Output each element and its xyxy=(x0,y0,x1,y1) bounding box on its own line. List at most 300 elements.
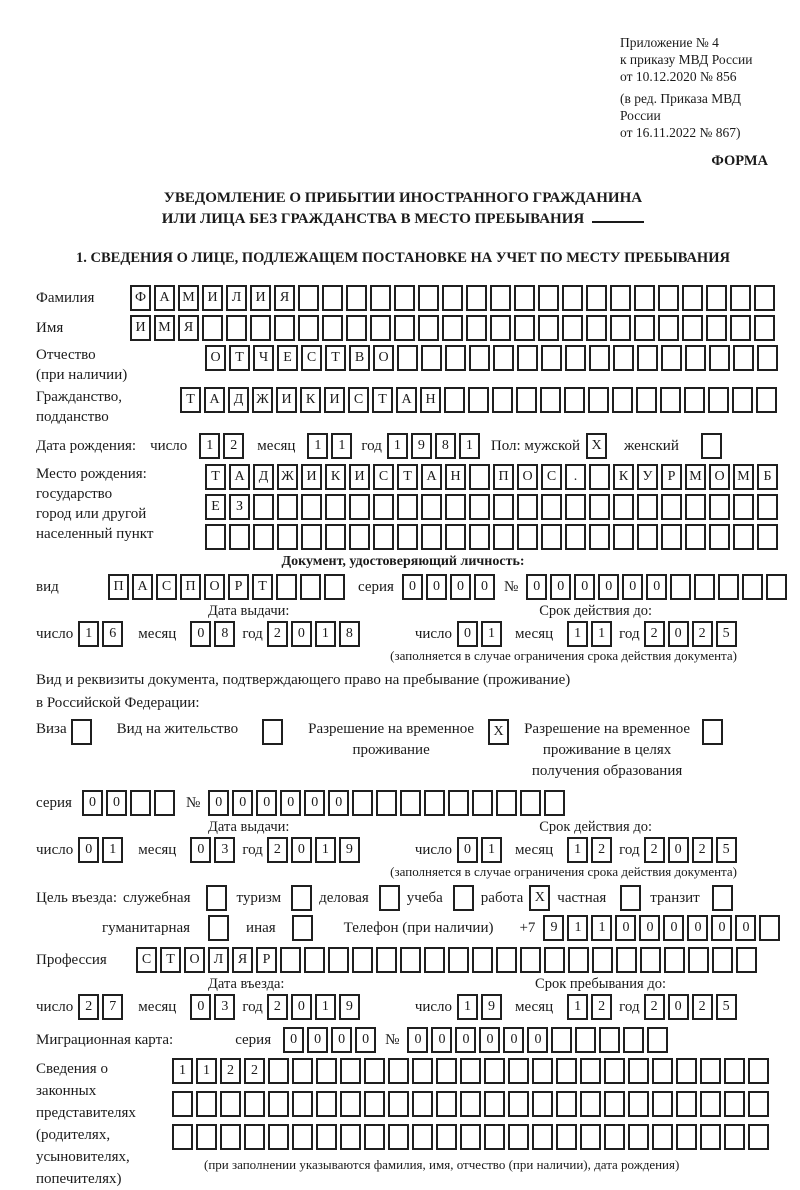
phone-digit-cell[interactable]: 0 xyxy=(615,915,636,941)
birthplace-cell[interactable] xyxy=(589,524,610,550)
iddoc-kind-cell[interactable]: Р xyxy=(228,574,249,600)
profession-cell[interactable] xyxy=(304,947,325,973)
citizenship-cell[interactable] xyxy=(564,387,585,413)
representative-cell[interactable] xyxy=(220,1124,241,1150)
surname-cell[interactable] xyxy=(298,285,319,311)
iddoc-series-cell[interactable]: 0 xyxy=(426,574,447,600)
residence-issue-year-cell[interactable]: 9 xyxy=(339,837,360,863)
birthplace-cell[interactable] xyxy=(301,524,322,550)
temp-permit-checkbox[interactable]: X xyxy=(488,719,509,745)
citizenship-cell[interactable]: К xyxy=(300,387,321,413)
citizenship-cell[interactable] xyxy=(588,387,609,413)
representative-cell[interactable] xyxy=(364,1091,385,1117)
firstname-cell[interactable] xyxy=(226,315,247,341)
birthplace-cell[interactable] xyxy=(709,494,730,520)
migration-number-cell[interactable] xyxy=(623,1027,644,1053)
iddoc-kind-cell[interactable]: П xyxy=(108,574,129,600)
citizenship-cell[interactable] xyxy=(540,387,561,413)
migration-series-cell[interactable]: 0 xyxy=(355,1027,376,1053)
patronymic-cell[interactable] xyxy=(541,345,562,371)
entry-year-cell[interactable]: 1 xyxy=(315,994,336,1020)
representative-cell[interactable] xyxy=(172,1091,193,1117)
birthplace-cell[interactable]: Т xyxy=(397,464,418,490)
phone-digit-cell[interactable]: 0 xyxy=(735,915,756,941)
birthplace-cell[interactable] xyxy=(397,524,418,550)
birthplace-cell[interactable]: А xyxy=(421,464,442,490)
representative-cell[interactable] xyxy=(724,1124,745,1150)
birthplace-cell[interactable] xyxy=(421,494,442,520)
surname-cell[interactable]: И xyxy=(250,285,271,311)
purpose-business-checkbox[interactable] xyxy=(379,885,400,911)
representative-cell[interactable] xyxy=(724,1058,745,1084)
citizenship-cell[interactable] xyxy=(636,387,657,413)
representative-cell[interactable] xyxy=(556,1058,577,1084)
iddoc-issue-year-cell[interactable]: 2 xyxy=(267,621,288,647)
representative-cell[interactable] xyxy=(436,1058,457,1084)
representative-cell[interactable] xyxy=(364,1124,385,1150)
birthplace-cell[interactable] xyxy=(349,524,370,550)
residence-number-cell[interactable]: 0 xyxy=(304,790,325,816)
birth-year-cell[interactable]: 8 xyxy=(435,433,456,459)
surname-cell[interactable] xyxy=(466,285,487,311)
representative-cell[interactable] xyxy=(652,1124,673,1150)
firstname-cell[interactable] xyxy=(562,315,583,341)
representative-cell[interactable] xyxy=(748,1058,769,1084)
birthplace-cell[interactable]: К xyxy=(613,464,634,490)
citizenship-cell[interactable] xyxy=(732,387,753,413)
entry-month-cell[interactable]: 0 xyxy=(190,994,211,1020)
profession-cell[interactable] xyxy=(640,947,661,973)
patronymic-cell[interactable]: Е xyxy=(277,345,298,371)
firstname-cell[interactable] xyxy=(538,315,559,341)
birthplace-cell[interactable] xyxy=(325,494,346,520)
representative-cell[interactable] xyxy=(436,1124,457,1150)
representative-cell[interactable] xyxy=(676,1124,697,1150)
firstname-cell[interactable] xyxy=(634,315,655,341)
representative-cell[interactable] xyxy=(196,1091,217,1117)
migration-number-cell[interactable]: 0 xyxy=(479,1027,500,1053)
phone-digit-cell[interactable]: 0 xyxy=(687,915,708,941)
entry-year-cell[interactable]: 0 xyxy=(291,994,312,1020)
representative-cell[interactable] xyxy=(484,1124,505,1150)
patronymic-cell[interactable]: Т xyxy=(229,345,250,371)
iddoc-kind-cell[interactable]: С xyxy=(156,574,177,600)
representative-cell[interactable] xyxy=(364,1058,385,1084)
iddoc-kind-cell[interactable]: О xyxy=(204,574,225,600)
surname-cell[interactable] xyxy=(634,285,655,311)
representative-cell[interactable]: 1 xyxy=(196,1058,217,1084)
birthplace-cell[interactable] xyxy=(229,524,250,550)
birthplace-cell[interactable] xyxy=(277,524,298,550)
iddoc-number-cell[interactable]: 0 xyxy=(526,574,547,600)
residence-number-cell[interactable] xyxy=(544,790,565,816)
representative-cell[interactable]: 2 xyxy=(244,1058,265,1084)
profession-cell[interactable]: О xyxy=(184,947,205,973)
iddoc-issue-month-cell[interactable]: 8 xyxy=(214,621,235,647)
representative-cell[interactable] xyxy=(412,1124,433,1150)
birthplace-cell[interactable]: П xyxy=(493,464,514,490)
representative-cell[interactable] xyxy=(748,1124,769,1150)
representative-cell[interactable] xyxy=(580,1058,601,1084)
representative-cell[interactable] xyxy=(508,1124,529,1150)
patronymic-cell[interactable] xyxy=(637,345,658,371)
migration-number-cell[interactable]: 0 xyxy=(431,1027,452,1053)
residence-expiry-year-cell[interactable]: 0 xyxy=(668,837,689,863)
birthplace-cell[interactable]: Р xyxy=(661,464,682,490)
representative-cell[interactable] xyxy=(556,1091,577,1117)
birth-year-cell[interactable]: 1 xyxy=(459,433,480,459)
patronymic-cell[interactable] xyxy=(685,345,706,371)
residence-issue-day-cell[interactable]: 1 xyxy=(102,837,123,863)
patronymic-cell[interactable] xyxy=(493,345,514,371)
patronymic-cell[interactable]: С xyxy=(301,345,322,371)
representative-cell[interactable] xyxy=(724,1091,745,1117)
purpose-humanitarian-checkbox[interactable] xyxy=(208,915,229,941)
profession-cell[interactable]: Р xyxy=(256,947,277,973)
residence-number-cell[interactable]: 0 xyxy=(280,790,301,816)
purpose-study-checkbox[interactable] xyxy=(453,885,474,911)
representative-cell[interactable] xyxy=(268,1091,289,1117)
birthplace-cell[interactable] xyxy=(709,524,730,550)
iddoc-kind-cell[interactable] xyxy=(324,574,345,600)
firstname-cell[interactable] xyxy=(658,315,679,341)
representative-cell[interactable] xyxy=(652,1091,673,1117)
birthplace-cell[interactable] xyxy=(277,494,298,520)
profession-cell[interactable] xyxy=(592,947,613,973)
surname-cell[interactable]: Л xyxy=(226,285,247,311)
firstname-cell[interactable] xyxy=(274,315,295,341)
iddoc-kind-cell[interactable]: П xyxy=(180,574,201,600)
residence-series-cell[interactable]: 0 xyxy=(82,790,103,816)
edu-permit-checkbox[interactable] xyxy=(702,719,723,745)
surname-cell[interactable]: Ф xyxy=(130,285,151,311)
citizenship-cell[interactable]: С xyxy=(348,387,369,413)
birthplace-cell[interactable] xyxy=(685,494,706,520)
residence-expiry-month-cell[interactable]: 2 xyxy=(591,837,612,863)
birthplace-cell[interactable]: А xyxy=(229,464,250,490)
phone-digit-cell[interactable]: 0 xyxy=(639,915,660,941)
citizenship-cell[interactable]: Ж xyxy=(252,387,273,413)
residence-expiry-year-cell[interactable]: 2 xyxy=(692,837,713,863)
profession-cell[interactable]: Т xyxy=(160,947,181,973)
firstname-cell[interactable]: Я xyxy=(178,315,199,341)
birthplace-cell[interactable]: Т xyxy=(205,464,226,490)
representative-cell[interactable] xyxy=(580,1124,601,1150)
representative-cell[interactable] xyxy=(340,1091,361,1117)
citizenship-cell[interactable]: А xyxy=(204,387,225,413)
citizenship-cell[interactable] xyxy=(516,387,537,413)
patronymic-cell[interactable] xyxy=(589,345,610,371)
birthplace-cell[interactable] xyxy=(661,494,682,520)
surname-cell[interactable] xyxy=(490,285,511,311)
citizenship-cell[interactable]: Т xyxy=(180,387,201,413)
firstname-cell[interactable] xyxy=(682,315,703,341)
surname-cell[interactable] xyxy=(754,285,775,311)
residence-series-cell[interactable] xyxy=(130,790,151,816)
birthplace-cell[interactable]: . xyxy=(565,464,586,490)
iddoc-expiry-day-cell[interactable]: 1 xyxy=(481,621,502,647)
birthplace-cell[interactable] xyxy=(397,494,418,520)
patronymic-cell[interactable]: О xyxy=(205,345,226,371)
birth-year-cell[interactable]: 1 xyxy=(387,433,408,459)
residence-number-cell[interactable]: 0 xyxy=(256,790,277,816)
surname-cell[interactable] xyxy=(538,285,559,311)
surname-cell[interactable] xyxy=(586,285,607,311)
representative-cell[interactable] xyxy=(508,1091,529,1117)
surname-cell[interactable] xyxy=(706,285,727,311)
purpose-tourism-checkbox[interactable] xyxy=(291,885,312,911)
residence-series-cell[interactable]: 0 xyxy=(106,790,127,816)
birth-day-cell[interactable]: 2 xyxy=(223,433,244,459)
iddoc-number-cell[interactable] xyxy=(694,574,715,600)
birthplace-cell[interactable]: У xyxy=(637,464,658,490)
profession-cell[interactable] xyxy=(328,947,349,973)
surname-cell[interactable]: Я xyxy=(274,285,295,311)
patronymic-cell[interactable]: Ч xyxy=(253,345,274,371)
purpose-work-checkbox[interactable]: X xyxy=(529,885,550,911)
surname-cell[interactable] xyxy=(370,285,391,311)
patronymic-cell[interactable] xyxy=(445,345,466,371)
migration-number-cell[interactable]: 0 xyxy=(407,1027,428,1053)
phone-digit-cell[interactable]: 1 xyxy=(591,915,612,941)
entry-day-cell[interactable]: 7 xyxy=(102,994,123,1020)
iddoc-number-cell[interactable] xyxy=(670,574,691,600)
patronymic-cell[interactable]: В xyxy=(349,345,370,371)
representative-cell[interactable] xyxy=(484,1091,505,1117)
representative-cell[interactable] xyxy=(292,1091,313,1117)
profession-cell[interactable] xyxy=(400,947,421,973)
iddoc-expiry-year-cell[interactable]: 5 xyxy=(716,621,737,647)
representative-cell[interactable] xyxy=(460,1124,481,1150)
iddoc-number-cell[interactable]: 0 xyxy=(622,574,643,600)
citizenship-cell[interactable]: И xyxy=(276,387,297,413)
firstname-cell[interactable] xyxy=(346,315,367,341)
iddoc-issue-year-cell[interactable]: 1 xyxy=(315,621,336,647)
representative-cell[interactable] xyxy=(316,1058,337,1084)
representative-cell[interactable] xyxy=(172,1124,193,1150)
citizenship-cell[interactable]: Д xyxy=(228,387,249,413)
iddoc-kind-cell[interactable]: А xyxy=(132,574,153,600)
migration-number-cell[interactable]: 0 xyxy=(527,1027,548,1053)
patronymic-cell[interactable] xyxy=(661,345,682,371)
firstname-cell[interactable] xyxy=(754,315,775,341)
birthplace-cell[interactable] xyxy=(493,524,514,550)
patronymic-cell[interactable] xyxy=(397,345,418,371)
birth-month-cell[interactable]: 1 xyxy=(331,433,352,459)
profession-cell[interactable] xyxy=(352,947,373,973)
purpose-transit-checkbox[interactable] xyxy=(712,885,733,911)
residence-number-cell[interactable] xyxy=(376,790,397,816)
profession-cell[interactable] xyxy=(664,947,685,973)
stay-year-cell[interactable]: 5 xyxy=(716,994,737,1020)
birthplace-cell[interactable] xyxy=(301,494,322,520)
iddoc-issue-day-cell[interactable]: 1 xyxy=(78,621,99,647)
iddoc-issue-month-cell[interactable]: 0 xyxy=(190,621,211,647)
iddoc-kind-cell[interactable] xyxy=(276,574,297,600)
birthplace-cell[interactable]: И xyxy=(301,464,322,490)
surname-cell[interactable] xyxy=(394,285,415,311)
representative-cell[interactable] xyxy=(748,1091,769,1117)
representative-cell[interactable] xyxy=(220,1091,241,1117)
citizenship-cell[interactable]: Т xyxy=(372,387,393,413)
representative-cell[interactable] xyxy=(700,1058,721,1084)
entry-day-cell[interactable]: 2 xyxy=(78,994,99,1020)
purpose-private-checkbox[interactable] xyxy=(620,885,641,911)
citizenship-cell[interactable] xyxy=(708,387,729,413)
phone-digit-cell[interactable]: 0 xyxy=(663,915,684,941)
birthplace-cell[interactable] xyxy=(205,524,226,550)
profession-cell[interactable] xyxy=(568,947,589,973)
profession-cell[interactable] xyxy=(424,947,445,973)
citizenship-cell[interactable] xyxy=(660,387,681,413)
phone-digit-cell[interactable] xyxy=(759,915,780,941)
firstname-cell[interactable] xyxy=(394,315,415,341)
iddoc-series-cell[interactable]: 0 xyxy=(474,574,495,600)
iddoc-expiry-month-cell[interactable]: 1 xyxy=(567,621,588,647)
residence-expiry-year-cell[interactable]: 2 xyxy=(644,837,665,863)
profession-cell[interactable] xyxy=(472,947,493,973)
profession-cell[interactable] xyxy=(544,947,565,973)
citizenship-cell[interactable] xyxy=(492,387,513,413)
representative-cell[interactable] xyxy=(292,1058,313,1084)
iddoc-expiry-year-cell[interactable]: 0 xyxy=(668,621,689,647)
migration-series-cell[interactable]: 0 xyxy=(331,1027,352,1053)
profession-cell[interactable] xyxy=(448,947,469,973)
patronymic-cell[interactable] xyxy=(613,345,634,371)
citizenship-cell[interactable] xyxy=(468,387,489,413)
residence-number-cell[interactable] xyxy=(400,790,421,816)
patronymic-cell[interactable] xyxy=(517,345,538,371)
representative-cell[interactable] xyxy=(244,1124,265,1150)
birthplace-cell[interactable] xyxy=(517,524,538,550)
residence-issue-year-cell[interactable]: 2 xyxy=(267,837,288,863)
stay-day-cell[interactable]: 1 xyxy=(457,994,478,1020)
migration-number-cell[interactable] xyxy=(575,1027,596,1053)
representative-cell[interactable] xyxy=(412,1091,433,1117)
surname-cell[interactable] xyxy=(418,285,439,311)
birth-day-cell[interactable]: 1 xyxy=(199,433,220,459)
phone-digit-cell[interactable]: 0 xyxy=(711,915,732,941)
iddoc-issue-day-cell[interactable]: 6 xyxy=(102,621,123,647)
residence-issue-year-cell[interactable]: 1 xyxy=(315,837,336,863)
purpose-other-checkbox[interactable] xyxy=(292,915,313,941)
birthplace-cell[interactable] xyxy=(685,524,706,550)
migration-series-cell[interactable]: 0 xyxy=(307,1027,328,1053)
representative-cell[interactable] xyxy=(604,1058,625,1084)
birthplace-cell[interactable] xyxy=(541,524,562,550)
surname-cell[interactable] xyxy=(730,285,751,311)
iddoc-number-cell[interactable] xyxy=(718,574,739,600)
birthplace-cell[interactable]: Н xyxy=(445,464,466,490)
entry-year-cell[interactable]: 9 xyxy=(339,994,360,1020)
profession-cell[interactable]: С xyxy=(136,947,157,973)
birthplace-cell[interactable] xyxy=(637,524,658,550)
representative-cell[interactable] xyxy=(676,1091,697,1117)
birthplace-cell[interactable]: М xyxy=(685,464,706,490)
profession-cell[interactable]: Л xyxy=(208,947,229,973)
representative-cell[interactable] xyxy=(316,1124,337,1150)
citizenship-cell[interactable]: А xyxy=(396,387,417,413)
migration-series-cell[interactable]: 0 xyxy=(283,1027,304,1053)
iddoc-number-cell[interactable]: 0 xyxy=(646,574,667,600)
patronymic-cell[interactable]: О xyxy=(373,345,394,371)
birthplace-cell[interactable]: Е xyxy=(205,494,226,520)
representative-cell[interactable] xyxy=(268,1124,289,1150)
birth-month-cell[interactable]: 1 xyxy=(307,433,328,459)
firstname-cell[interactable] xyxy=(370,315,391,341)
surname-cell[interactable] xyxy=(658,285,679,311)
surname-cell[interactable] xyxy=(442,285,463,311)
representative-cell[interactable] xyxy=(340,1058,361,1084)
representative-cell[interactable] xyxy=(604,1124,625,1150)
birthplace-cell[interactable] xyxy=(589,464,610,490)
representative-cell[interactable] xyxy=(700,1091,721,1117)
birthplace-cell[interactable] xyxy=(253,494,274,520)
firstname-cell[interactable] xyxy=(706,315,727,341)
birthplace-cell[interactable] xyxy=(325,524,346,550)
iddoc-kind-cell[interactable] xyxy=(300,574,321,600)
firstname-cell[interactable] xyxy=(418,315,439,341)
citizenship-cell[interactable] xyxy=(444,387,465,413)
phone-digit-cell[interactable]: 9 xyxy=(543,915,564,941)
profession-cell[interactable] xyxy=(712,947,733,973)
birthplace-cell[interactable]: К xyxy=(325,464,346,490)
birthplace-cell[interactable]: С xyxy=(541,464,562,490)
representative-cell[interactable] xyxy=(388,1091,409,1117)
birthplace-cell[interactable] xyxy=(757,494,778,520)
stay-year-cell[interactable]: 0 xyxy=(668,994,689,1020)
migration-number-cell[interactable]: 0 xyxy=(503,1027,524,1053)
representative-cell[interactable] xyxy=(388,1124,409,1150)
visa-checkbox[interactable] xyxy=(71,719,92,745)
stay-month-cell[interactable]: 1 xyxy=(567,994,588,1020)
profession-cell[interactable] xyxy=(496,947,517,973)
representative-cell[interactable] xyxy=(652,1058,673,1084)
representative-cell[interactable] xyxy=(580,1091,601,1117)
iddoc-series-cell[interactable]: 0 xyxy=(450,574,471,600)
representative-cell[interactable] xyxy=(268,1058,289,1084)
stay-year-cell[interactable]: 2 xyxy=(692,994,713,1020)
purpose-official-checkbox[interactable] xyxy=(206,885,227,911)
firstname-cell[interactable] xyxy=(442,315,463,341)
representative-cell[interactable] xyxy=(484,1058,505,1084)
representative-cell[interactable] xyxy=(628,1091,649,1117)
birthplace-cell[interactable] xyxy=(445,494,466,520)
entry-month-cell[interactable]: 3 xyxy=(214,994,235,1020)
birthplace-cell[interactable] xyxy=(613,524,634,550)
birthplace-cell[interactable] xyxy=(733,494,754,520)
representative-cell[interactable] xyxy=(628,1124,649,1150)
surname-cell[interactable]: И xyxy=(202,285,223,311)
residence-number-cell[interactable] xyxy=(424,790,445,816)
birthplace-cell[interactable] xyxy=(469,524,490,550)
profession-cell[interactable] xyxy=(616,947,637,973)
representative-cell[interactable] xyxy=(628,1058,649,1084)
birthplace-cell[interactable] xyxy=(541,494,562,520)
birthplace-cell[interactable] xyxy=(373,494,394,520)
surname-cell[interactable]: А xyxy=(154,285,175,311)
surname-cell[interactable] xyxy=(514,285,535,311)
birthplace-cell[interactable]: Д xyxy=(253,464,274,490)
surname-cell[interactable]: М xyxy=(178,285,199,311)
stay-year-cell[interactable]: 2 xyxy=(644,994,665,1020)
residence-number-cell[interactable]: 0 xyxy=(232,790,253,816)
iddoc-number-cell[interactable]: 0 xyxy=(550,574,571,600)
migration-number-cell[interactable]: 0 xyxy=(455,1027,476,1053)
representative-cell[interactable] xyxy=(700,1124,721,1150)
patronymic-cell[interactable] xyxy=(709,345,730,371)
firstname-cell[interactable] xyxy=(586,315,607,341)
